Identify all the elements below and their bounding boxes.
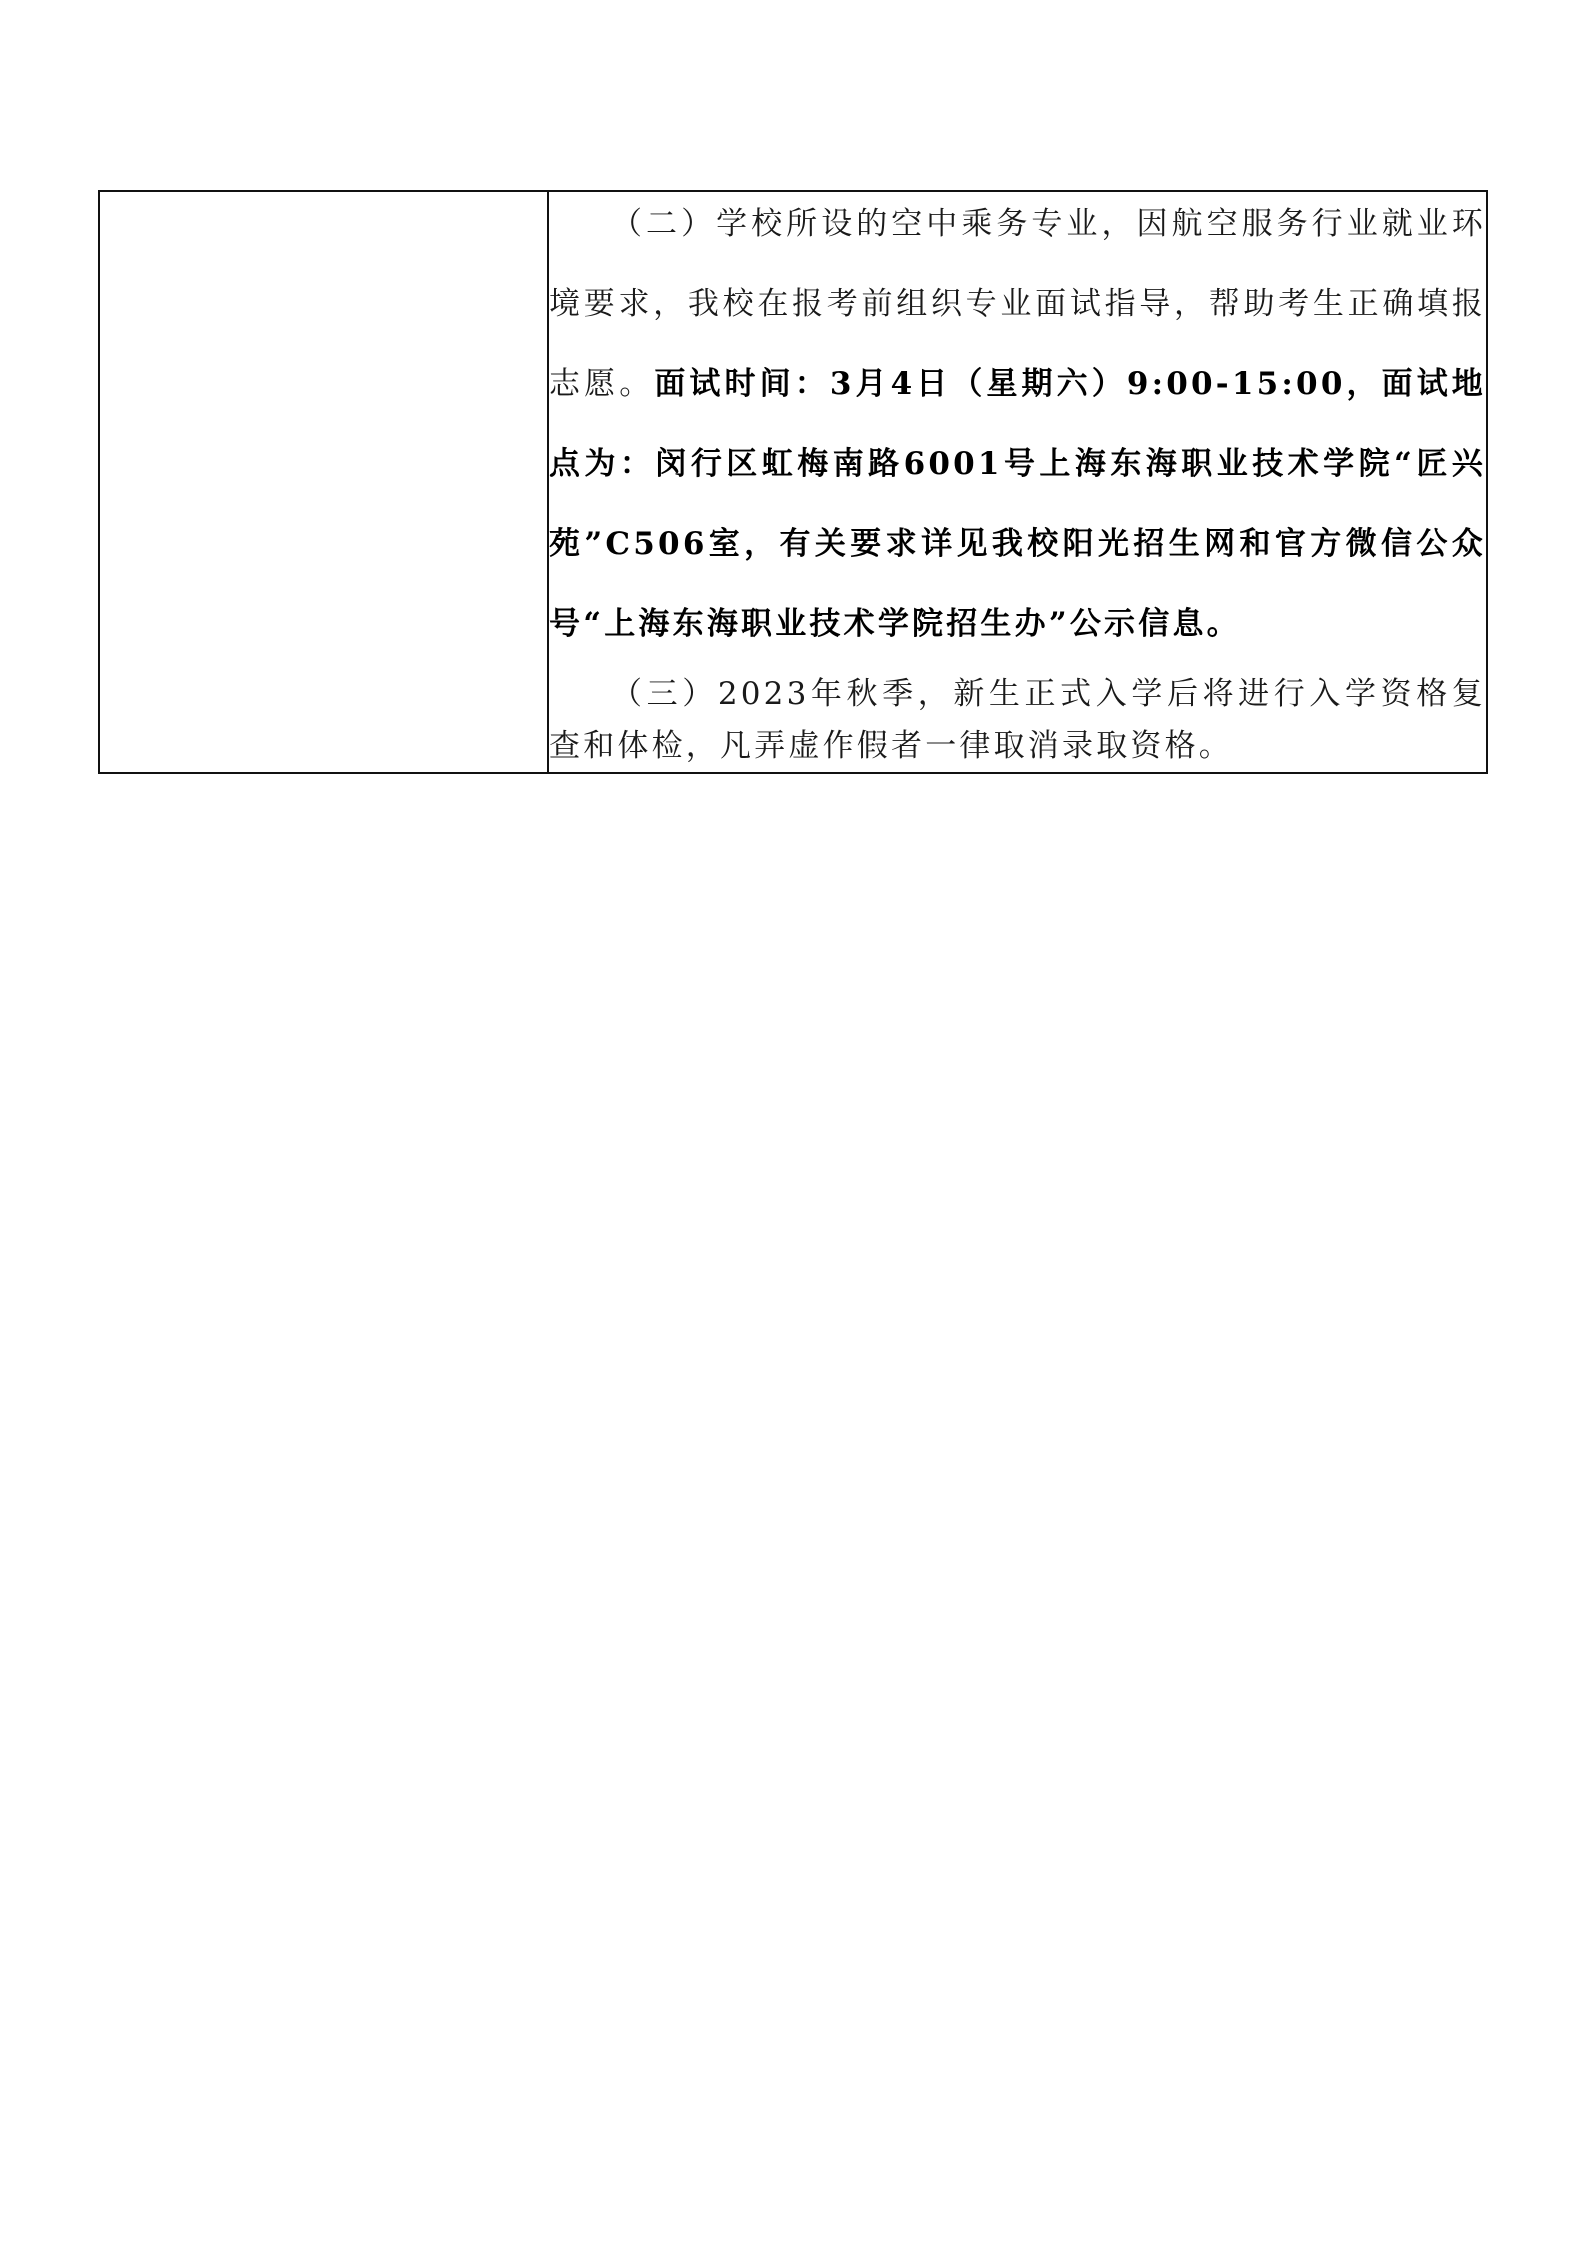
table-cell-left [99,191,548,773]
info-table [98,190,1488,774]
interview-time-location-text: 面试时间：3月4日（星期六）9:00-15:00，面试地点为：闵行区虹梅南路6001号上海东海职业技术学院“匠兴苑”C506室，有关要求详见我校阳光招生网和官方微信公众号“上海东海职业技术学院招生办”公示信息。 [549,366,1486,642]
paragraph-interview-guidance [549,184,1486,664]
paragraph-enrollment-review-text: （三）2023年秋季，新生正式入学后将进行入学资格复查和体检，凡弄虚作假者一律取消录取资格。 [549,676,1486,764]
table-row [99,191,1487,773]
paragraph-enrollment-review [549,668,1486,772]
table-cell-right [548,191,1487,773]
paragraph-interview-guidance-text: （二）学校所设的空中乘务专业，因航空服务行业就业环境要求，我校在报考前组织专业面试指导，帮助考生正确填报志愿。 [549,206,1486,402]
